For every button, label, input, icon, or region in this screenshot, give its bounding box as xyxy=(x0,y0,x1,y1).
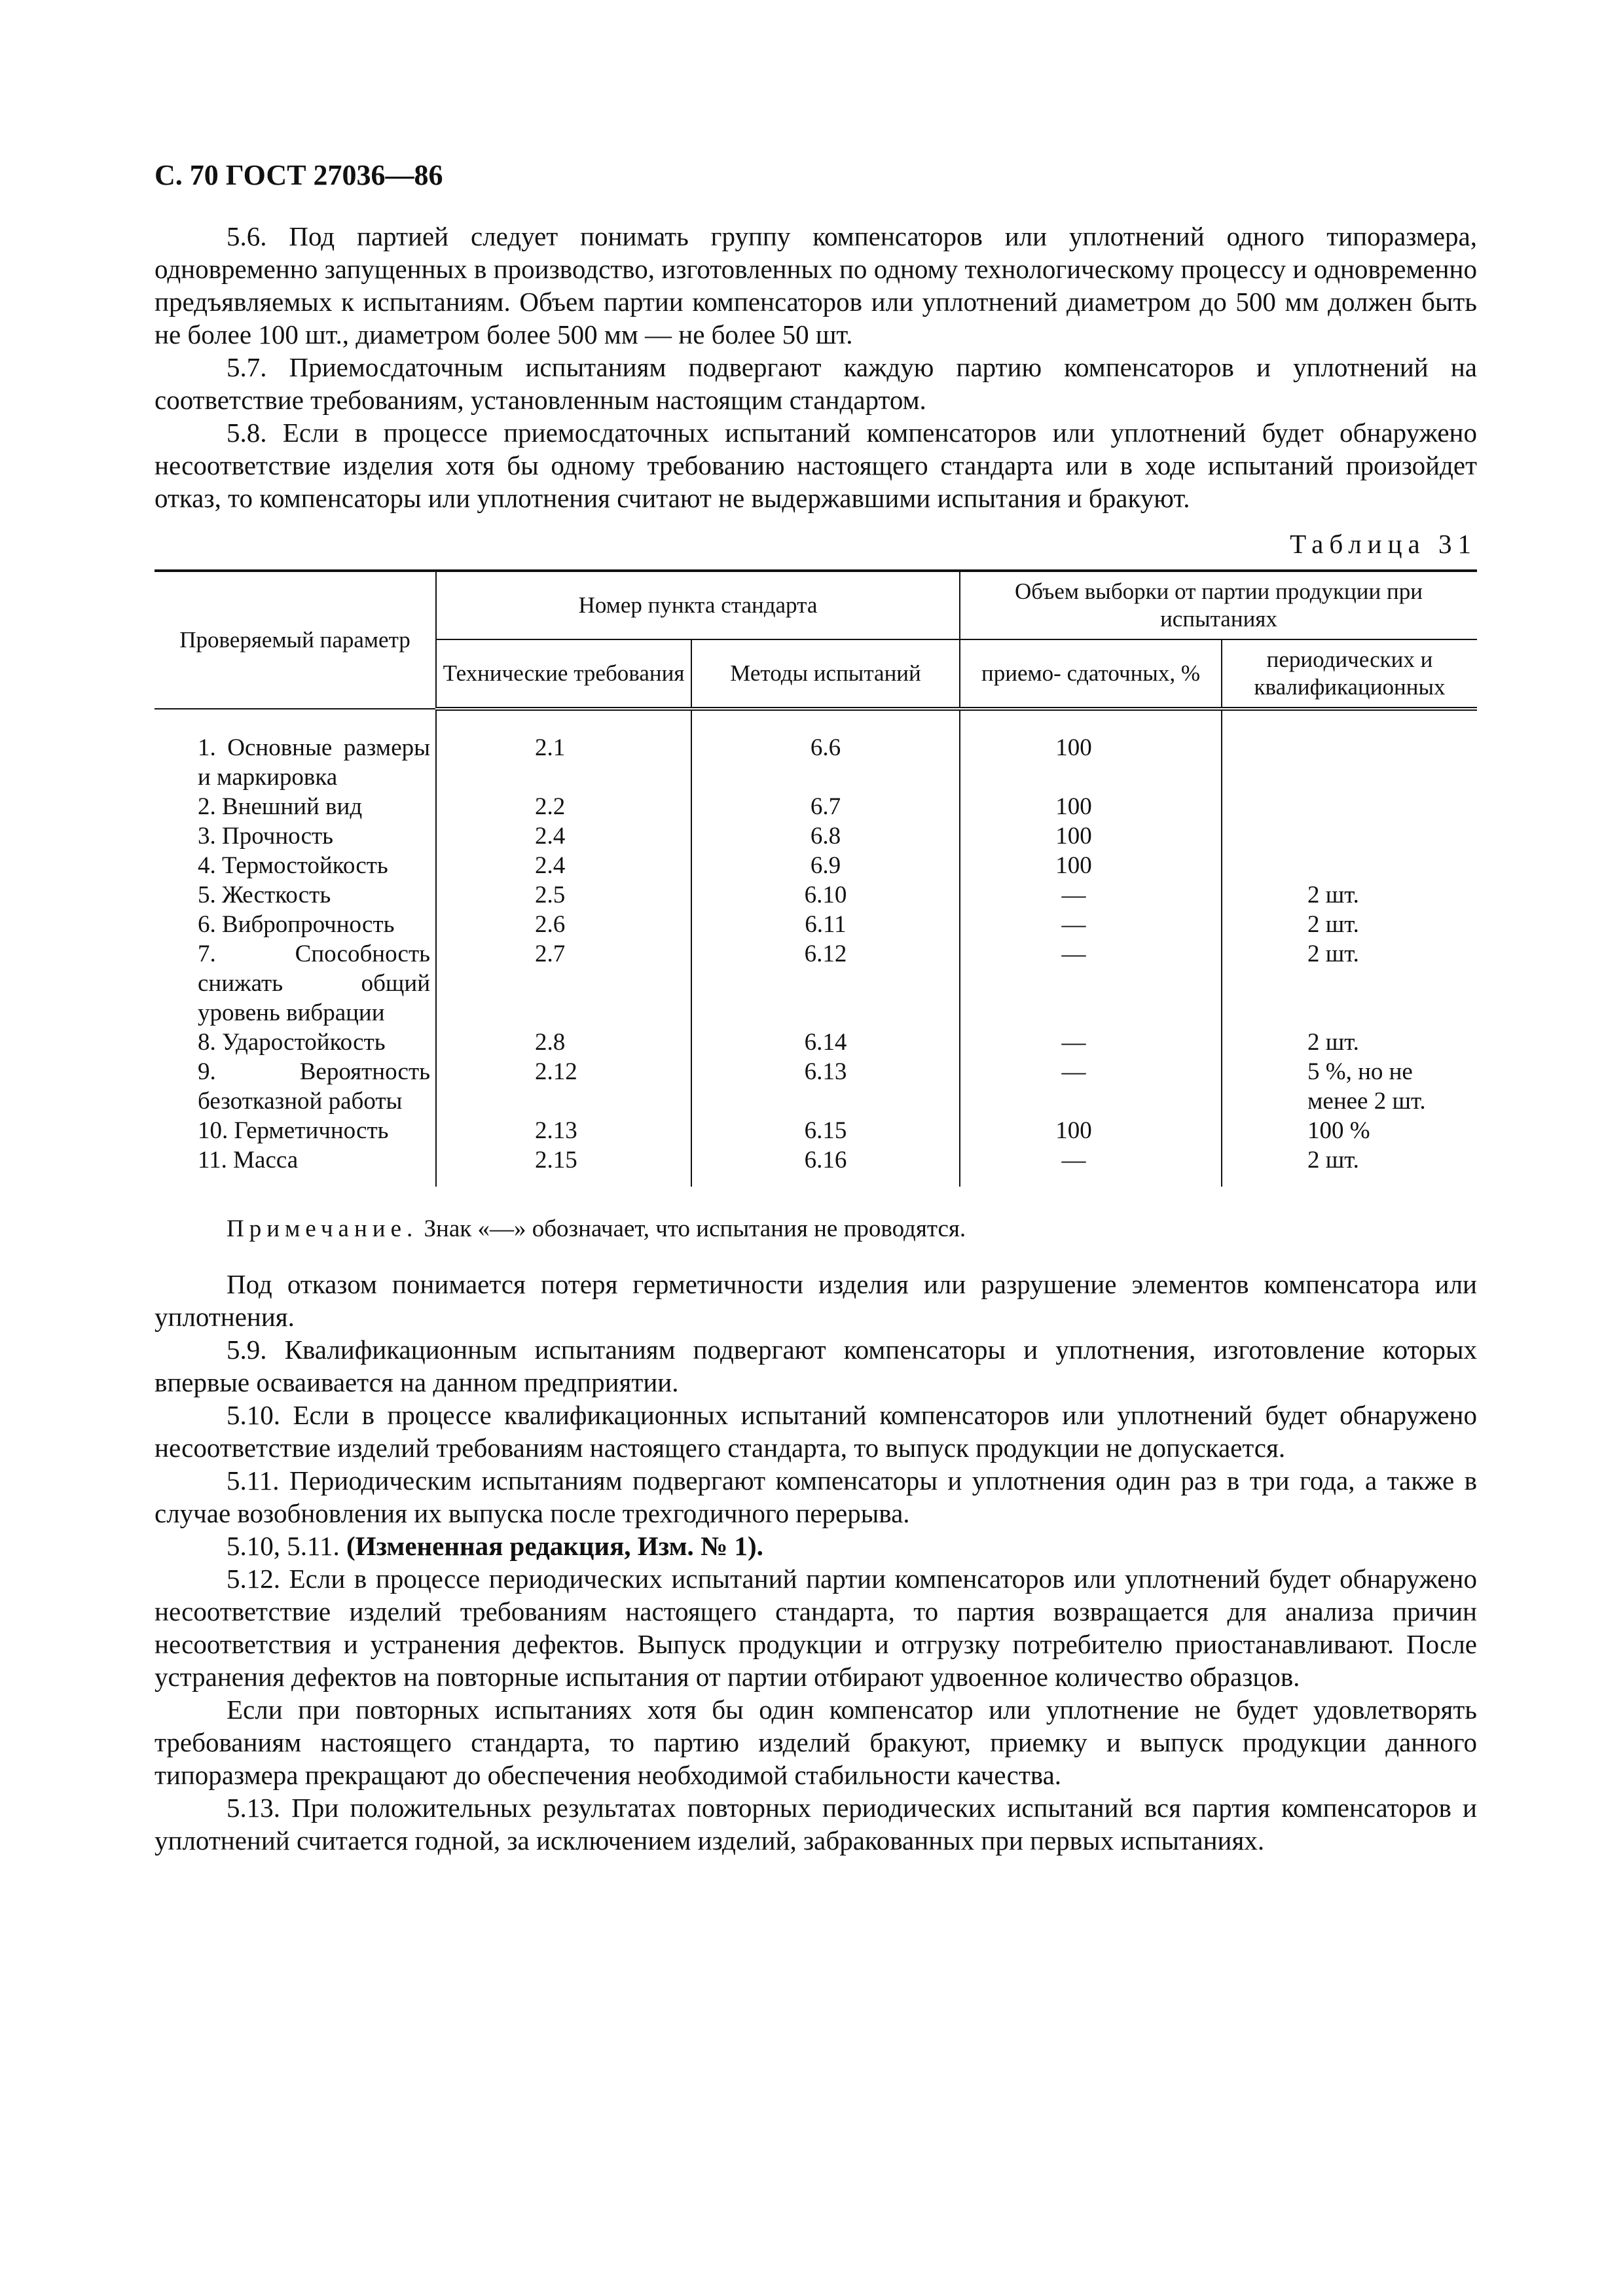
header-std-group: Номер пункта стандарта xyxy=(436,571,960,639)
row-acceptance: — xyxy=(960,880,1222,910)
paragraph-failure-definition: Под отказом понимается потеря герметичности изделия или разрушение элементов компенсатора или уплотнения. xyxy=(155,1269,1477,1332)
row-tech: 2.15 xyxy=(436,1145,691,1187)
table-row xyxy=(155,1145,1477,1187)
amendment-bold: (Измененная редакция, Изм. № 1). xyxy=(346,1531,763,1561)
row-acceptance: — xyxy=(960,1028,1222,1057)
row-tech: 2.8 xyxy=(436,1028,691,1057)
row-acceptance: 100 xyxy=(960,792,1222,821)
paragraph-5-11: 5.11. Периодическим испытаниям подвергают компенсаторы и уплотнения один раз в три года, а также в случае возобновления их выпуска после трехгодичного перерыва. xyxy=(155,1465,1477,1528)
row-tech: 2.4 xyxy=(436,851,691,880)
row-periodic: 2 шт. xyxy=(1222,1028,1477,1057)
row-periodic xyxy=(1222,733,1477,792)
row-param: 6. Вибропрочность xyxy=(198,911,395,938)
table-caption: Таблица 31 xyxy=(1290,529,1477,559)
row-tech: 2.6 xyxy=(436,910,691,939)
row-method: 6.13 xyxy=(691,1057,960,1116)
paragraph-5-13: 5.13. При положительных результатах повторных периодических испытаний вся партия компенсаторов и уплотнений считается годной, за исключением изделий, забракованных при первых испытаниях. xyxy=(155,1793,1477,1856)
header-acceptance: приемо- сдаточных, % xyxy=(960,639,1222,709)
header-sample-group: Объем выборки от партии продукции при испытаниях xyxy=(960,571,1477,639)
row-param: 1. Основные размеры и маркировка xyxy=(198,734,430,791)
row-acceptance: 100 xyxy=(960,733,1222,792)
row-param: 10. Герметичность xyxy=(198,1117,389,1144)
note-text: Знак «—» обозначает, что испытания не проводятся. xyxy=(424,1215,966,1242)
paragraph-5-12: 5.12. Если в процессе периодических испытаний партии компенсаторов или уплотнений будет обнаружено несоответствие изделий требованиям настоящего стандарта, то партия возвращается для анализа причин несоответствия и устранения дефектов. Выпуск продукции и отгрузку потребителю приостанавливают. После устранения дефектов на повторные испытания от партии отбирают удвоенное количество образцов. xyxy=(155,1564,1477,1692)
paragraph-repeat-tests: Если при повторных испытаниях хотя бы один компенсатор или уплотнение не будет удовлетворять требованиям настоящего стандарта, то партию изделий бракуют, приемку и выпуск продукции данного типоразмера прекращают до обеспечения необходимой стабильности качества. xyxy=(155,1695,1477,1790)
row-method: 6.6 xyxy=(691,733,960,792)
note-label: Примечание. xyxy=(227,1215,418,1242)
paragraph-5-6: 5.6. Под партией следует понимать группу компенсаторов или уплотнений одного типоразмера, одновременно запущенных в производство, изготовленных по одному технологическому процессу и одновременно предъявляемых к испытаниям. Объем партии компенсаторов или уплотнений диаметром до 500 мм должен быть не более 100 шт., диаметром более 500 мм — не более 50 шт. xyxy=(155,221,1477,350)
row-periodic: 2 шт. xyxy=(1222,910,1477,939)
top-section xyxy=(155,220,1477,514)
table-note xyxy=(155,1214,1477,1244)
bottom-section xyxy=(155,1268,1477,1857)
inspection-table xyxy=(155,569,1477,1187)
row-periodic: 2 шт. xyxy=(1222,1145,1477,1187)
table-row xyxy=(155,851,1477,880)
row-acceptance: — xyxy=(960,1145,1222,1187)
table-row xyxy=(155,910,1477,939)
header-periodic: периодических и квалификационных xyxy=(1222,639,1477,709)
table-row xyxy=(155,1028,1477,1057)
row-acceptance: — xyxy=(960,939,1222,1028)
paragraph-5-7: 5.7. Приемосдаточным испытаниям подвергают каждую партию компенсаторов и уплотнений на соответствие требованиям, установленным настоящим стандартом. xyxy=(155,352,1477,415)
page-header: С. 70 ГОСТ 27036—86 xyxy=(155,159,443,191)
row-param: 4. Термостойкость xyxy=(198,852,388,879)
row-method: 6.12 xyxy=(691,939,960,1028)
row-periodic: 5 %, но не менее 2 шт. xyxy=(1222,1057,1477,1116)
paragraph-amendment xyxy=(155,1530,1477,1562)
row-method: 6.15 xyxy=(691,1116,960,1145)
paragraph-5-8: 5.8. Если в процессе приемосдаточных испытаний компенсаторов или уплотнений будет обнаружено несоответствие изделия хотя бы одному требованию настоящего стандарта или в ходе испытаний произойдет отказ, то компенсаторы или уплотнения считают не выдержавшими испытания и бракуют. xyxy=(155,418,1477,513)
row-param: 2. Внешний вид xyxy=(198,793,363,820)
header-methods: Методы испытаний xyxy=(691,639,960,709)
header-tech: Технические требования xyxy=(436,639,691,709)
table-spacer xyxy=(155,709,1477,733)
row-method: 6.14 xyxy=(691,1028,960,1057)
row-param: 3. Прочность xyxy=(198,823,334,850)
paragraph-5-10: 5.10. Если в процессе квалификационных испытаний компенсаторов или уплотнений будет обнаружено несоответствие изделий требованиям настоящего стандарта, то выпуск продукции не допускается. xyxy=(155,1400,1477,1463)
row-acceptance: 100 xyxy=(960,821,1222,851)
row-acceptance: 100 xyxy=(960,851,1222,880)
row-tech: 2.2 xyxy=(436,792,691,821)
row-acceptance: 100 xyxy=(960,1116,1222,1145)
row-periodic xyxy=(1222,792,1477,821)
table-row xyxy=(155,792,1477,821)
row-method: 6.11 xyxy=(691,910,960,939)
row-acceptance: — xyxy=(960,1057,1222,1116)
row-param: 8. Ударостойкость xyxy=(198,1029,386,1056)
row-periodic xyxy=(1222,821,1477,851)
table-row xyxy=(155,733,1477,792)
row-periodic xyxy=(1222,851,1477,880)
row-tech: 2.12 xyxy=(436,1057,691,1116)
row-periodic: 2 шт. xyxy=(1222,880,1477,910)
row-tech: 2.7 xyxy=(436,939,691,1028)
row-periodic: 100 % xyxy=(1222,1116,1477,1145)
table-row xyxy=(155,821,1477,851)
table-row xyxy=(155,939,1477,1028)
document-page xyxy=(155,157,1477,1857)
row-param: 11. Масса xyxy=(198,1147,299,1174)
row-tech: 2.4 xyxy=(436,821,691,851)
row-param: 5. Жесткость xyxy=(198,882,331,908)
row-param: 7. Способность снижать общий уровень вибрации xyxy=(198,941,430,1026)
row-tech: 2.13 xyxy=(436,1116,691,1145)
row-periodic: 2 шт. xyxy=(1222,939,1477,1028)
paragraph-5-9: 5.9. Квалификационным испытаниям подвергают компенсаторы и уплотнения, изготовление которых впервые осваивается на данном предприятии. xyxy=(155,1335,1477,1397)
table-row xyxy=(155,1057,1477,1116)
row-tech: 2.5 xyxy=(436,880,691,910)
row-method: 6.8 xyxy=(691,821,960,851)
amendment-prefix: 5.10, 5.11. xyxy=(227,1531,346,1561)
row-method: 6.16 xyxy=(691,1145,960,1187)
row-tech: 2.1 xyxy=(436,733,691,792)
table-row xyxy=(155,1116,1477,1145)
header-param: Проверяемый параметр xyxy=(155,571,436,709)
row-param: 9. Вероятность безотказной работы xyxy=(198,1058,430,1115)
row-method: 6.7 xyxy=(691,792,960,821)
row-method: 6.10 xyxy=(691,880,960,910)
row-method: 6.9 xyxy=(691,851,960,880)
row-acceptance: — xyxy=(960,910,1222,939)
table-row xyxy=(155,880,1477,910)
